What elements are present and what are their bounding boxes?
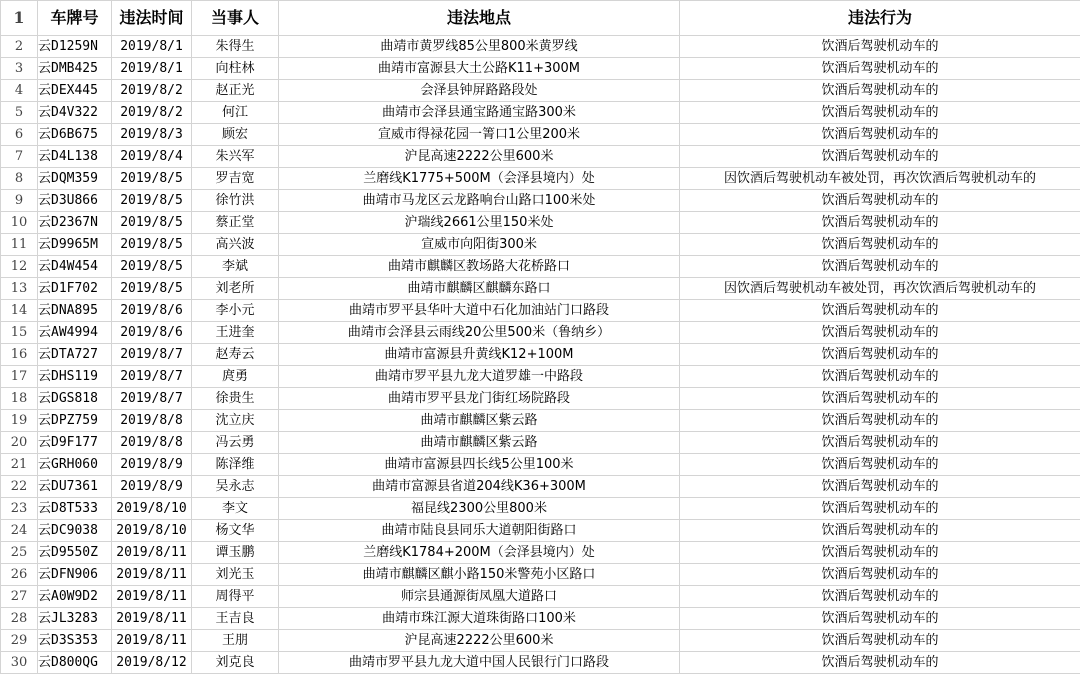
cell-plate[interactable]: 云DNA895	[38, 300, 112, 322]
row-number[interactable]: 4	[1, 80, 38, 102]
cell-plate[interactable]: 云D800QG	[38, 652, 112, 674]
table-row	[1, 476, 1080, 498]
cell-date[interactable]: 2019/8/11	[112, 586, 192, 608]
cell-date[interactable]: 2019/8/1	[112, 58, 192, 80]
table-row	[1, 124, 1080, 146]
cell-action[interactable]: 饮酒后驾驶机动车的	[680, 454, 1080, 476]
table-row	[1, 388, 1080, 410]
cell-plate[interactable]: 云D4W454	[38, 256, 112, 278]
table-row	[1, 212, 1080, 234]
cell-party[interactable]: 王进奎	[192, 322, 279, 344]
cell-date[interactable]: 2019/8/1	[112, 36, 192, 58]
cell-party[interactable]: 朱兴军	[192, 146, 279, 168]
row-number[interactable]: 15	[1, 322, 38, 344]
table-row	[1, 542, 1080, 564]
cell-action[interactable]: 饮酒后驾驶机动车的	[680, 630, 1080, 652]
cell-plate[interactable]: 云D1259N	[38, 36, 112, 58]
cell-location[interactable]: 曲靖市罗平县华叶大道中石化加油站门口路段	[279, 300, 680, 322]
cell-action[interactable]: 饮酒后驾驶机动车的	[680, 80, 1080, 102]
cell-plate[interactable]: 云D3S353	[38, 630, 112, 652]
table-row	[1, 608, 1080, 630]
cell-location[interactable]: 沪昆高速2222公里600米	[279, 630, 680, 652]
cell-location[interactable]: 曲靖市会泽县云雨线20公里500米（鲁纳乡）	[279, 322, 680, 344]
cell-location[interactable]: 曲靖市罗平县龙门街红场院路段	[279, 388, 680, 410]
cell-location[interactable]: 曲靖市马龙区云龙路响台山路口100米处	[279, 190, 680, 212]
cell-date[interactable]: 2019/8/11	[112, 630, 192, 652]
cell-party[interactable]: 刘光玉	[192, 564, 279, 586]
cell-location[interactable]: 曲靖市麒麟区紫云路	[279, 432, 680, 454]
cell-plate[interactable]: 云D9550Z	[38, 542, 112, 564]
cell-party[interactable]: 吴永志	[192, 476, 279, 498]
cell-location[interactable]: 曲靖市麒麟区紫云路	[279, 410, 680, 432]
row-number[interactable]: 26	[1, 564, 38, 586]
row-number[interactable]: 8	[1, 168, 38, 190]
row-number[interactable]: 13	[1, 278, 38, 300]
table-row	[1, 520, 1080, 542]
cell-action[interactable]: 饮酒后驾驶机动车的	[680, 102, 1080, 124]
row-number[interactable]: 9	[1, 190, 38, 212]
table-row	[1, 102, 1080, 124]
cell-date[interactable]: 2019/8/5	[112, 168, 192, 190]
cell-action[interactable]: 饮酒后驾驶机动车的	[680, 58, 1080, 80]
cell-location[interactable]: 曲靖市罗平县九龙大道罗雄一中路段	[279, 366, 680, 388]
cell-action[interactable]: 饮酒后驾驶机动车的	[680, 476, 1080, 498]
cell-plate[interactable]: 云DPZ759	[38, 410, 112, 432]
row-number[interactable]: 28	[1, 608, 38, 630]
cell-plate[interactable]: 云DQM359	[38, 168, 112, 190]
cell-date[interactable]: 2019/8/10	[112, 520, 192, 542]
cell-location[interactable]: 沪瑞线2661公里150米处	[279, 212, 680, 234]
cell-plate[interactable]: 云DEX445	[38, 80, 112, 102]
cell-party[interactable]: 刘克良	[192, 652, 279, 674]
cell-plate[interactable]: 云DC9038	[38, 520, 112, 542]
cell-date[interactable]: 2019/8/7	[112, 344, 192, 366]
row-number[interactable]: 3	[1, 58, 38, 80]
cell-party[interactable]: 赵寿云	[192, 344, 279, 366]
cell-location[interactable]: 曲靖市珠江源大道珠街路口100米	[279, 608, 680, 630]
cell-party[interactable]: 李斌	[192, 256, 279, 278]
cell-party[interactable]: 蔡正堂	[192, 212, 279, 234]
cell-party[interactable]: 徐竹洪	[192, 190, 279, 212]
row-number[interactable]: 12	[1, 256, 38, 278]
cell-plate[interactable]: 云AW4994	[38, 322, 112, 344]
cell-party[interactable]: 杨文华	[192, 520, 279, 542]
cell-action[interactable]: 饮酒后驾驶机动车的	[680, 586, 1080, 608]
table-row	[1, 630, 1080, 652]
table-row	[1, 256, 1080, 278]
cell-action[interactable]: 饮酒后驾驶机动车的	[680, 234, 1080, 256]
cell-party[interactable]: 王吉良	[192, 608, 279, 630]
row-number[interactable]: 23	[1, 498, 38, 520]
cell-party[interactable]: 徐贵生	[192, 388, 279, 410]
table-row	[1, 234, 1080, 256]
cell-plate[interactable]: 云D2367N	[38, 212, 112, 234]
cell-location[interactable]: 宣威市向阳街300米	[279, 234, 680, 256]
cell-party[interactable]: 何江	[192, 102, 279, 124]
table-row	[1, 564, 1080, 586]
cell-date[interactable]: 2019/8/12	[112, 652, 192, 674]
cell-date[interactable]: 2019/8/11	[112, 564, 192, 586]
cell-date[interactable]: 2019/8/4	[112, 146, 192, 168]
table-row	[1, 454, 1080, 476]
cell-date[interactable]: 2019/8/11	[112, 608, 192, 630]
cell-action[interactable]: 因饮酒后驾驶机动车被处罚，再次饮酒后驾驶机动车的	[680, 278, 1080, 300]
cell-plate[interactable]: 云D8T533	[38, 498, 112, 520]
cell-party[interactable]: 赵正光	[192, 80, 279, 102]
cell-location[interactable]: 师宗县通源街凤凰大道路口	[279, 586, 680, 608]
table-row	[1, 586, 1080, 608]
cell-plate[interactable]: 云D4L138	[38, 146, 112, 168]
cell-plate[interactable]: 云DTA727	[38, 344, 112, 366]
cell-party[interactable]: 庹勇	[192, 366, 279, 388]
cell-location[interactable]: 宣威市得禄花园一箐口1公里200米	[279, 124, 680, 146]
cell-party[interactable]: 陈泽维	[192, 454, 279, 476]
cell-action[interactable]: 饮酒后驾驶机动车的	[680, 498, 1080, 520]
row-number[interactable]: 14	[1, 300, 38, 322]
row-number[interactable]: 27	[1, 586, 38, 608]
cell-action[interactable]: 饮酒后驾驶机动车的	[680, 300, 1080, 322]
cell-party[interactable]: 周得平	[192, 586, 279, 608]
table-row	[1, 498, 1080, 520]
cell-party[interactable]: 李小元	[192, 300, 279, 322]
header-cell-location[interactable]: 违法地点	[279, 1, 680, 36]
cell-action[interactable]: 饮酒后驾驶机动车的	[680, 344, 1080, 366]
row-number[interactable]: 7	[1, 146, 38, 168]
table-row	[1, 344, 1080, 366]
cell-date[interactable]: 2019/8/6	[112, 300, 192, 322]
cell-date[interactable]: 2019/8/6	[112, 322, 192, 344]
cell-action[interactable]: 饮酒后驾驶机动车的	[680, 432, 1080, 454]
table-row	[1, 432, 1080, 454]
row-number[interactable]: 18	[1, 388, 38, 410]
cell-date[interactable]: 2019/8/3	[112, 124, 192, 146]
cell-location[interactable]: 兰磨线K1784+200M（会泽县境内）处	[279, 542, 680, 564]
header-cell-party[interactable]: 当事人	[192, 1, 279, 36]
table-row	[1, 80, 1080, 102]
row-number[interactable]: 16	[1, 344, 38, 366]
cell-location[interactable]: 曲靖市麒麟区麒小路150米警苑小区路口	[279, 564, 680, 586]
cell-location[interactable]: 兰磨线K1775+500M（会泽县境内）处	[279, 168, 680, 190]
cell-party[interactable]: 朱得生	[192, 36, 279, 58]
table-row	[1, 168, 1080, 190]
cell-party[interactable]: 刘老所	[192, 278, 279, 300]
cell-action[interactable]: 饮酒后驾驶机动车的	[680, 388, 1080, 410]
cell-location[interactable]: 曲靖市富源县四长线5公里100米	[279, 454, 680, 476]
row-number[interactable]: 25	[1, 542, 38, 564]
header-cell-action[interactable]: 违法行为	[680, 1, 1080, 36]
row-number[interactable]: 29	[1, 630, 38, 652]
cell-action[interactable]: 饮酒后驾驶机动车的	[680, 608, 1080, 630]
header-cell-date[interactable]: 违法时间	[112, 1, 192, 36]
table-row	[1, 652, 1080, 674]
row-number[interactable]: 24	[1, 520, 38, 542]
cell-plate[interactable]: 云DFN906	[38, 564, 112, 586]
cell-date[interactable]: 2019/8/5	[112, 234, 192, 256]
cell-date[interactable]: 2019/8/5	[112, 256, 192, 278]
cell-location[interactable]: 曲靖市麒麟区教场路大花桥路口	[279, 256, 680, 278]
cell-party[interactable]: 谭玉鹏	[192, 542, 279, 564]
cell-action[interactable]: 因饮酒后驾驶机动车被处罚，再次饮酒后驾驶机动车的	[680, 168, 1080, 190]
cell-party[interactable]: 顾宏	[192, 124, 279, 146]
cell-plate[interactable]: 云D4V322	[38, 102, 112, 124]
cell-plate[interactable]: 云D6B675	[38, 124, 112, 146]
cell-plate[interactable]: 云A0W9D2	[38, 586, 112, 608]
cell-plate[interactable]: 云DHS119	[38, 366, 112, 388]
cell-date[interactable]: 2019/8/8	[112, 410, 192, 432]
table-row	[1, 300, 1080, 322]
cell-location[interactable]: 曲靖市富源县大土公路K11+300M	[279, 58, 680, 80]
cell-date[interactable]: 2019/8/5	[112, 212, 192, 234]
table-row	[1, 190, 1080, 212]
cell-location[interactable]: 曲靖市陆良县同乐大道朝阳街路口	[279, 520, 680, 542]
cell-plate[interactable]: 云D3U866	[38, 190, 112, 212]
cell-location[interactable]: 沪昆高速2222公里600米	[279, 146, 680, 168]
cell-action[interactable]: 饮酒后驾驶机动车的	[680, 124, 1080, 146]
cell-action[interactable]: 饮酒后驾驶机动车的	[680, 652, 1080, 674]
cell-location[interactable]: 曲靖市富源县省道204线K36+300M	[279, 476, 680, 498]
cell-plate[interactable]: 云DGS818	[38, 388, 112, 410]
cell-date[interactable]: 2019/8/9	[112, 454, 192, 476]
cell-date[interactable]: 2019/8/2	[112, 80, 192, 102]
cell-date[interactable]: 2019/8/2	[112, 102, 192, 124]
cell-location[interactable]: 会泽县钟屏路路段处	[279, 80, 680, 102]
cell-date[interactable]: 2019/8/8	[112, 432, 192, 454]
cell-plate[interactable]: 云D1F702	[38, 278, 112, 300]
cell-party[interactable]: 冯云勇	[192, 432, 279, 454]
row-number[interactable]: 19	[1, 410, 38, 432]
cell-party[interactable]: 李文	[192, 498, 279, 520]
cell-action[interactable]: 饮酒后驾驶机动车的	[680, 520, 1080, 542]
row-number[interactable]: 30	[1, 652, 38, 674]
table-row	[1, 146, 1080, 168]
cell-plate[interactable]: 云DU7361	[38, 476, 112, 498]
cell-date[interactable]: 2019/8/9	[112, 476, 192, 498]
cell-date[interactable]: 2019/8/5	[112, 190, 192, 212]
table-row	[1, 58, 1080, 80]
cell-party[interactable]: 沈立庆	[192, 410, 279, 432]
cell-location[interactable]: 曲靖市富源县升黄线K12+100M	[279, 344, 680, 366]
cell-location[interactable]: 曲靖市会泽县通宝路通宝路300米	[279, 102, 680, 124]
cell-action[interactable]: 饮酒后驾驶机动车的	[680, 146, 1080, 168]
cell-action[interactable]: 饮酒后驾驶机动车的	[680, 36, 1080, 58]
row-number[interactable]: 5	[1, 102, 38, 124]
row-number[interactable]: 22	[1, 476, 38, 498]
cell-location[interactable]: 曲靖市黄罗线85公里800米黄罗线	[279, 36, 680, 58]
table-row	[1, 36, 1080, 58]
cell-action[interactable]: 饮酒后驾驶机动车的	[680, 212, 1080, 234]
row-number[interactable]: 11	[1, 234, 38, 256]
table-row	[1, 410, 1080, 432]
cell-plate[interactable]: 云D9965M	[38, 234, 112, 256]
cell-plate[interactable]: 云D9F177	[38, 432, 112, 454]
cell-location[interactable]: 曲靖市麒麟区麒麟东路口	[279, 278, 680, 300]
cell-action[interactable]: 饮酒后驾驶机动车的	[680, 322, 1080, 344]
table-row	[1, 322, 1080, 344]
row-number[interactable]: 17	[1, 366, 38, 388]
cell-date[interactable]: 2019/8/11	[112, 542, 192, 564]
cell-party[interactable]: 高兴波	[192, 234, 279, 256]
row-number[interactable]: 21	[1, 454, 38, 476]
header-cell-plate[interactable]: 车牌号	[38, 1, 112, 36]
cell-location[interactable]: 福昆线2300公里800米	[279, 498, 680, 520]
cell-party[interactable]: 王朋	[192, 630, 279, 652]
table-row	[1, 278, 1080, 300]
row-number[interactable]: 6	[1, 124, 38, 146]
cell-date[interactable]: 2019/8/7	[112, 366, 192, 388]
cell-action[interactable]: 饮酒后驾驶机动车的	[680, 564, 1080, 586]
cell-action[interactable]: 饮酒后驾驶机动车的	[680, 190, 1080, 212]
row-number[interactable]: 1	[1, 1, 38, 36]
row-number[interactable]: 10	[1, 212, 38, 234]
table-row	[1, 366, 1080, 388]
cell-plate[interactable]: 云DMB425	[38, 58, 112, 80]
cell-action[interactable]: 饮酒后驾驶机动车的	[680, 256, 1080, 278]
cell-plate[interactable]: 云JL3283	[38, 608, 112, 630]
header-row	[1, 1, 1080, 36]
cell-action[interactable]: 饮酒后驾驶机动车的	[680, 542, 1080, 564]
cell-party[interactable]: 罗吉宽	[192, 168, 279, 190]
row-number[interactable]: 20	[1, 432, 38, 454]
cell-action[interactable]: 饮酒后驾驶机动车的	[680, 366, 1080, 388]
cell-plate[interactable]: 云GRH060	[38, 454, 112, 476]
cell-date[interactable]: 2019/8/7	[112, 388, 192, 410]
cell-action[interactable]: 饮酒后驾驶机动车的	[680, 410, 1080, 432]
row-number[interactable]: 2	[1, 36, 38, 58]
cell-location[interactable]: 曲靖市罗平县九龙大道中国人民银行门口路段	[279, 652, 680, 674]
cell-date[interactable]: 2019/8/10	[112, 498, 192, 520]
cell-date[interactable]: 2019/8/5	[112, 278, 192, 300]
cell-party[interactable]: 向柱林	[192, 58, 279, 80]
